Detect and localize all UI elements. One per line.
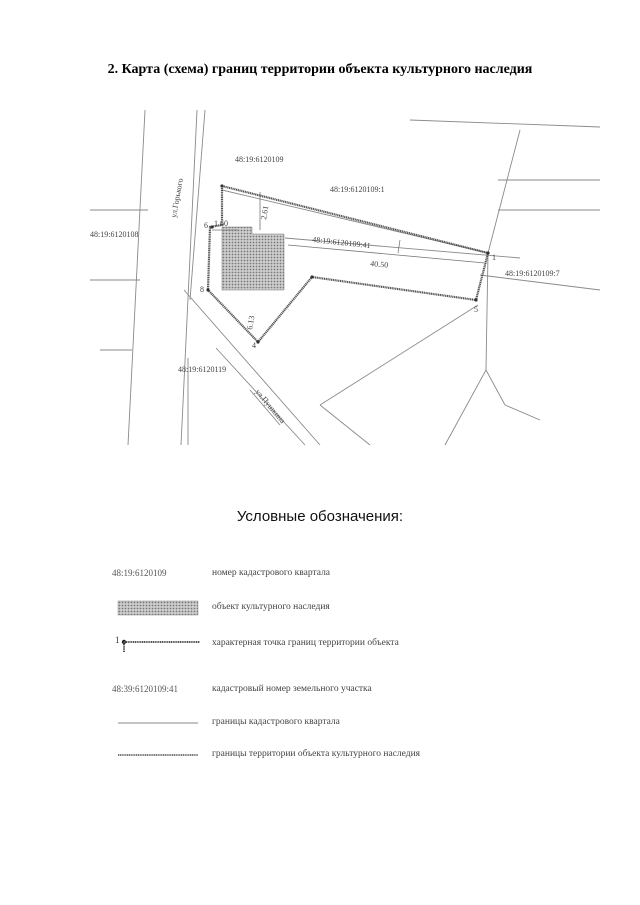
right-lower-vertical — [486, 253, 488, 370]
label-dim-2-61: 2.61 — [259, 204, 271, 221]
label-parcel-center: 48:19:6120109:41 — [311, 235, 372, 251]
heritage-object-swatch — [112, 598, 204, 618]
label-dim-1-60: 1.60 — [214, 219, 228, 228]
right-lower-diag — [486, 370, 505, 405]
quarter-boundary-symbol — [112, 713, 204, 733]
label-dim-6-13: 6.13 — [245, 314, 257, 331]
legend-desc: номер кадастрового квартала — [212, 568, 331, 578]
legend-item-quarter-boundary — [0, 713, 640, 733]
label-point-4: 4 — [252, 341, 256, 350]
point-marker — [310, 275, 313, 278]
lower-parcel-left — [320, 405, 370, 445]
label-quarter-bottom: 48:19:6120119 — [178, 365, 227, 374]
legend-item-characteristic-point — [0, 634, 640, 654]
label-quarter-left: 48:19:6120108 — [90, 230, 139, 239]
legend-code: 48:19:6120109 — [112, 568, 167, 578]
label-dim-40-50: 40.50 — [369, 259, 389, 270]
point-marker — [256, 340, 259, 343]
point-marker — [220, 184, 223, 187]
point-marker — [206, 288, 209, 291]
legend-desc: границы кадастрового квартала — [212, 717, 340, 727]
street-left-edge — [128, 110, 145, 445]
legend-desc: границы территории объекта культурного наследия — [212, 749, 421, 759]
heritage-object-footprint — [222, 227, 284, 290]
label-parcel-top-right: 48:19:6120109:1 — [330, 185, 385, 194]
legend-item-territory-boundary — [0, 745, 640, 765]
top-right-line — [410, 120, 600, 127]
cadastral-map — [0, 100, 640, 450]
legend-desc: характерная точка границ территории объекта — [212, 638, 399, 648]
legend-code: 48:39:6120109:41 — [112, 684, 179, 694]
point-marker — [474, 298, 477, 301]
legend-item-quarter-number — [0, 564, 640, 584]
legend-heading: Условные обозначения: — [236, 508, 404, 525]
page-title: 2. Карта (схема) границ территории объекта культурного наследия — [107, 62, 533, 77]
label-point-5: 5 — [474, 305, 478, 314]
label-street-gorkogo: ул.Горького — [169, 177, 185, 219]
territory-boundary-symbol — [112, 745, 204, 765]
legend-desc: объект культурного наследия — [212, 602, 330, 612]
dim-tick — [398, 240, 400, 253]
label-parcel-right: 48:19:6120109:7 — [505, 269, 560, 278]
legend-point-number: 1 — [115, 635, 120, 645]
legend-item-parcel-number — [0, 680, 640, 700]
label-point-6: 6 — [204, 221, 208, 230]
label-point-1: 1 — [492, 253, 496, 262]
characteristic-point-symbol — [112, 634, 204, 654]
legend-desc: кадастровый номер земельного участка — [212, 684, 372, 694]
legend-item-heritage-object — [0, 598, 640, 618]
lower-parcel-top — [320, 305, 478, 405]
street-right-edge — [181, 110, 197, 445]
label-street-pushkina: ул.Пушкина — [253, 387, 288, 426]
label-point-8: 8 — [200, 285, 204, 294]
lower-parcel-right — [445, 370, 486, 445]
label-quarter-top: 48:19:6120109 — [235, 155, 284, 164]
right-vertical-line — [488, 130, 520, 253]
point-marker — [486, 251, 489, 254]
right-lower-end — [505, 405, 540, 420]
